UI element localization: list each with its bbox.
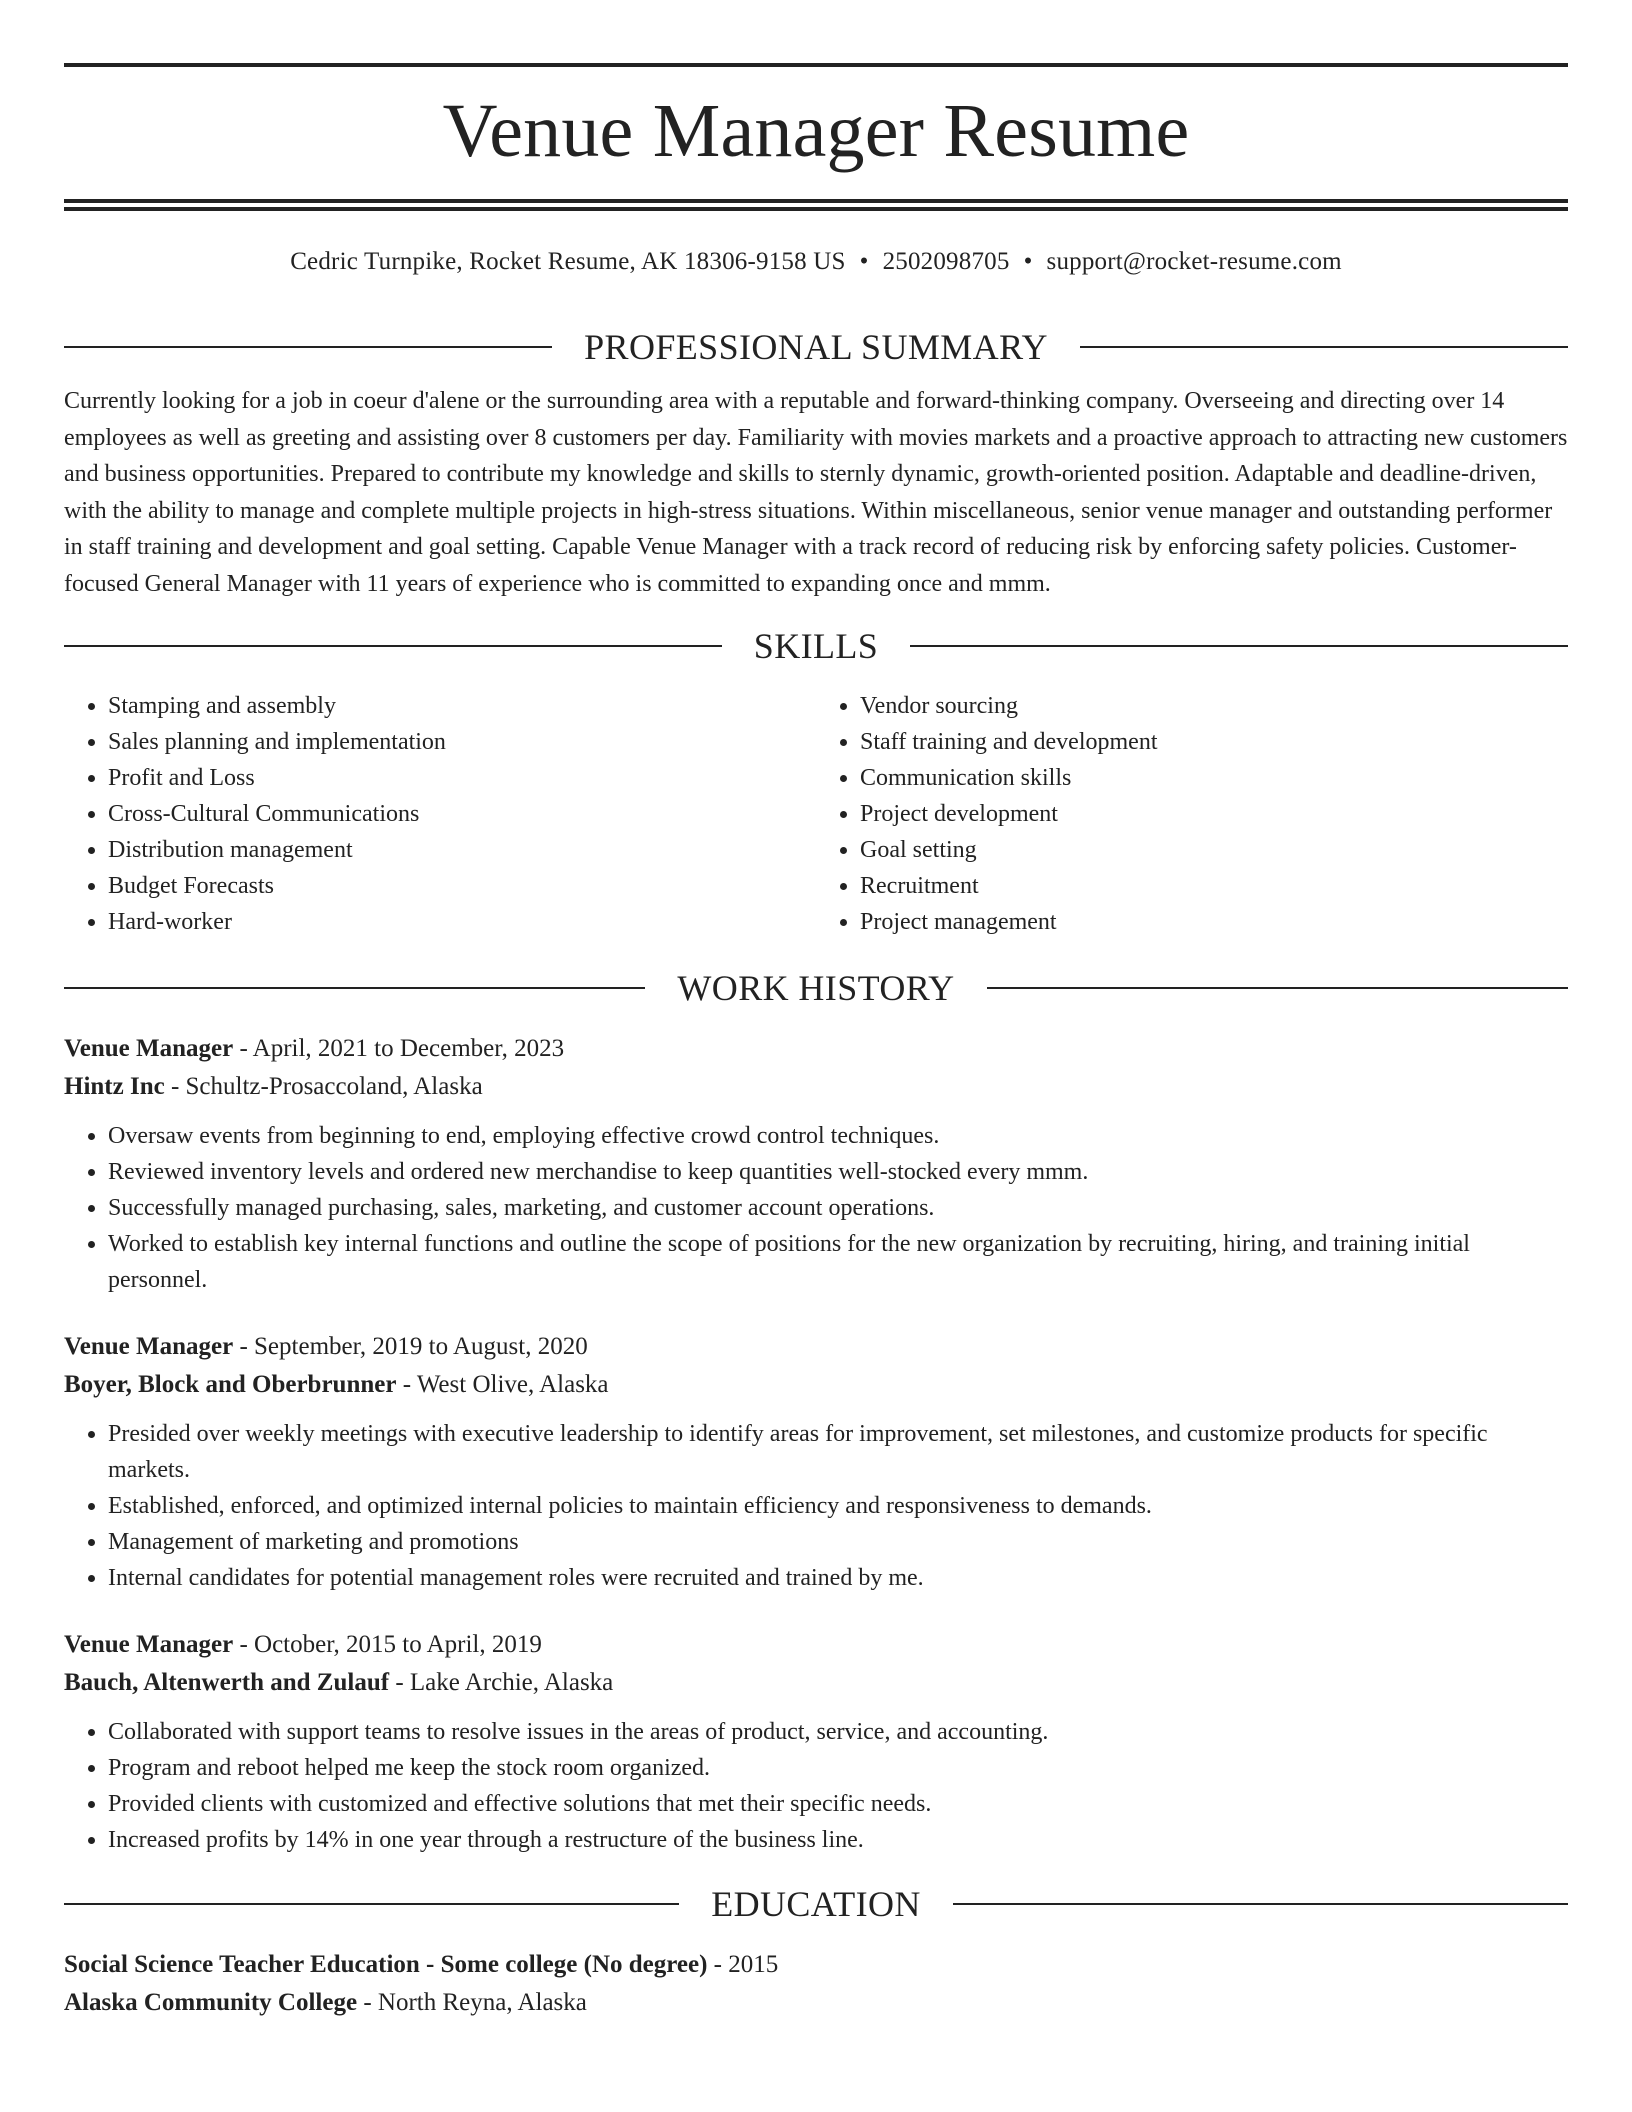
job-dates: - April, 2021 to December, 2023 — [233, 1035, 565, 1062]
job-entry — [64, 1328, 1568, 1596]
job-dates: - October, 2015 to April, 2019 — [233, 1631, 542, 1658]
skill-item: • Goal setting — [860, 832, 1568, 868]
contact-email: support@rocket-resume.com — [1046, 248, 1342, 275]
job-bullets — [64, 1714, 1568, 1858]
skill-item: • Staff training and development — [860, 724, 1568, 760]
job-bullet: • Program and reboot helped me keep the stock room organized. — [108, 1750, 1568, 1786]
job-title: Venue Manager — [64, 1035, 234, 1062]
job-bullet: • Management of marketing and promotions — [108, 1524, 1568, 1560]
job-bullet: • Increased profits by 14% in one year through a restructure of the business line. — [108, 1822, 1568, 1858]
job-bullet: • Collaborated with support teams to resolve issues in the areas of product, service, and accounting. — [108, 1714, 1568, 1750]
skills-heading — [64, 626, 1568, 666]
skills-column-left — [64, 688, 816, 940]
education-school: Alaska Community College — [64, 1989, 358, 2016]
job-title-line — [64, 1626, 1568, 1664]
contact-address: Cedric Turnpike, Rocket Resume, AK 18306-9158 US — [290, 248, 846, 275]
job-location: - Lake Archie, Alaska — [389, 1669, 614, 1696]
skill-item: • Distribution management — [108, 832, 816, 868]
job-dates: - September, 2019 to August, 2020 — [233, 1333, 588, 1360]
summary-heading-label: PROFESSIONAL SUMMARY — [584, 327, 1048, 367]
job-bullet: • Worked to establish key internal functions and outline the scope of positions for the new organization by recruiting, hiring, and training initial personnel. — [108, 1226, 1568, 1298]
education-year: - 2015 — [707, 1951, 779, 1978]
job-bullet: • Oversaw events from beginning to end, employing effective crowd control techniques. — [108, 1118, 1568, 1154]
job-bullet: • Reviewed inventory levels and ordered new merchandise to keep quantities well-stocked every mmm. — [108, 1154, 1568, 1190]
job-company: Bauch, Altenwerth and Zulauf — [64, 1669, 390, 1696]
job-company-line — [64, 1366, 1568, 1404]
contact-line — [64, 245, 1568, 279]
skill-item: • Vendor sourcing — [860, 688, 1568, 724]
skill-item: • Recruitment — [860, 868, 1568, 904]
job-title: Venue Manager — [64, 1333, 234, 1360]
education-heading — [64, 1884, 1568, 1924]
heading-rule — [987, 987, 1568, 989]
work-history-heading — [64, 968, 1568, 1008]
skill-item: • Project development — [860, 796, 1568, 832]
skill-item: • Stamping and assembly — [108, 688, 816, 724]
skills-heading-label: SKILLS — [753, 626, 879, 666]
contact-separator: • — [859, 248, 869, 275]
job-bullet: • Presided over weekly meetings with executive leadership to identify areas for improvement, set milestones, and customize products for specific markets. — [108, 1416, 1568, 1488]
job-bullet: • Established, enforced, and optimized internal policies to maintain efficiency and responsiveness to demands. — [108, 1488, 1568, 1524]
job-location: - West Olive, Alaska — [396, 1371, 609, 1398]
job-location: - Schultz-Prosaccoland, Alaska — [164, 1073, 483, 1100]
heading-rule — [64, 346, 552, 348]
heading-rule — [64, 1903, 679, 1905]
heading-rule — [1080, 346, 1568, 348]
contact-phone: 2502098705 — [882, 248, 1010, 275]
job-bullet: • Internal candidates for potential management roles were recruited and trained by me. — [108, 1560, 1568, 1596]
education-entry — [64, 1946, 1568, 2022]
job-title-line — [64, 1030, 1568, 1068]
job-company-line — [64, 1664, 1568, 1702]
job-company: Boyer, Block and Oberbrunner — [64, 1371, 397, 1398]
top-rule — [64, 63, 1568, 67]
job-entry — [64, 1626, 1568, 1858]
skill-item: • Cross-Cultural Communications — [108, 796, 816, 832]
heading-rule — [910, 645, 1568, 647]
skill-item: • Communication skills — [860, 760, 1568, 796]
skill-item: • Hard-worker — [108, 904, 816, 940]
education-heading-label: EDUCATION — [711, 1884, 921, 1924]
skill-item: • Project management — [860, 904, 1568, 940]
job-bullets — [64, 1416, 1568, 1596]
skill-item: • Budget Forecasts — [108, 868, 816, 904]
job-bullets — [64, 1118, 1568, 1298]
job-entry — [64, 1030, 1568, 1298]
job-bullet: • Provided clients with customized and effective solutions that met their specific needs. — [108, 1786, 1568, 1822]
job-title-line — [64, 1328, 1568, 1366]
skills-list — [64, 688, 1568, 940]
education-degree: Social Science Teacher Education - Some college (No degree) — [64, 1951, 708, 1978]
job-title: Venue Manager — [64, 1631, 234, 1658]
job-bullet: • Successfully managed purchasing, sales, marketing, and customer account operations. — [108, 1190, 1568, 1226]
title-double-rule — [64, 199, 1568, 211]
skills-column-right — [816, 688, 1568, 940]
education-school-line — [64, 1984, 1568, 2022]
heading-rule — [953, 1903, 1568, 1905]
contact-separator: • — [1023, 248, 1033, 275]
summary-text: Currently looking for a job in coeur d'alene or the surrounding area with a reputable and forward-thinking company. Overseeing and directing over 14 employees as well as greeting and assisting over 8 customers per day. Familiarity with movies markets and a proactive approach to attracting new customers and business opportunities. Prepared to contribute my knowledge and skills to sternly dynamic, growth-oriented position. Adaptable and deadline-driven, with the ability to manage and complete multiple projects in high-stress situations. Within miscellaneous, senior venue manager and outstanding performer in staff training and development and goal setting. Capable Venue Manager with a track record of reducing risk by enforcing safety policies. Customer-focused General Manager with 11 years of experience who is committed to expanding once and mmm. — [64, 388, 1568, 597]
heading-rule — [64, 645, 722, 647]
skill-item: • Sales planning and implementation — [108, 724, 816, 760]
page-title: Venue Manager Resume — [442, 89, 1190, 173]
education-degree-line — [64, 1946, 1568, 1984]
job-company: Hintz Inc — [64, 1073, 165, 1100]
education-location: - North Reyna, Alaska — [357, 1989, 587, 2016]
work-history-heading-label: WORK HISTORY — [677, 968, 955, 1008]
skill-item: • Profit and Loss — [108, 760, 816, 796]
job-company-line — [64, 1068, 1568, 1106]
summary-heading — [64, 327, 1568, 367]
heading-rule — [64, 987, 645, 989]
